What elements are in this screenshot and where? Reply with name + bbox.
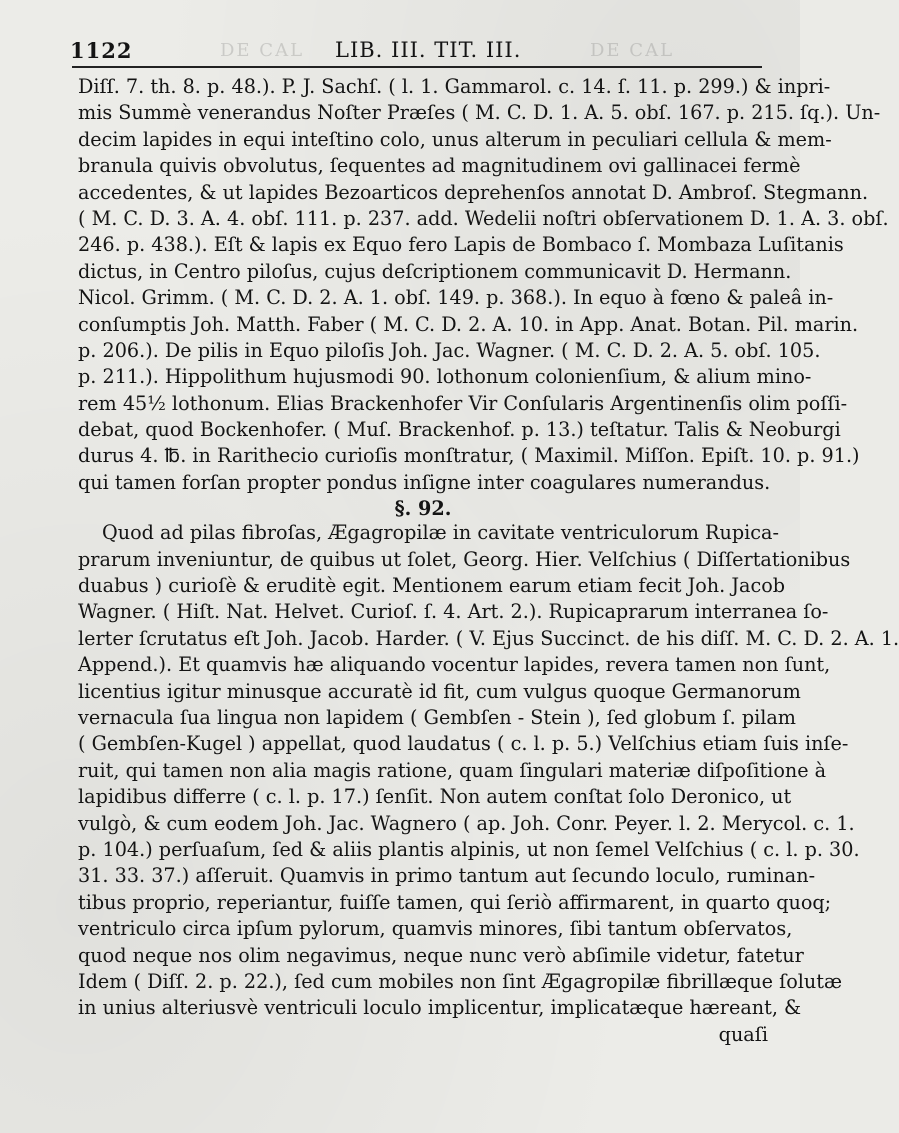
section-title: §. 92. <box>394 497 452 521</box>
text-line: p. 206.). De pilis in Equo piloſis Joh. Jac. Wagner. ( M. C. D. 2. A. 5. obſ. 105. <box>78 338 821 362</box>
text-line: ( M. C. D. 3. A. 4. obſ. 111. p. 237. add. Wedelii noſtri obſervationem D. 1. A. 3. obſ. <box>78 206 889 230</box>
text-line: branula quivis obvolutus, ſequentes ad magnitudinem ovi gallinacei fermè <box>78 154 801 178</box>
text-line: qui tamen forſan propter pondus inſigne inter coagulares numerandus. <box>78 470 771 494</box>
text-line: duabus ) curioſè & eruditè egit. Mentionem earum etiam fecit Joh. Jacob <box>78 574 786 598</box>
text-line: 31. 33. 37.) aſſeruit. Quamvis in primo tantum aut ſecundo loculo, ruminan- <box>78 864 816 888</box>
text-line: ( Gembſen-Kugel ) appellat, quod laudatus ( c. l. p. 5.) Velſchius etiam ſuis inſe- <box>78 732 849 756</box>
text-line: 246. p. 438.). Eſt & lapis ex Equo fero Lapis de Bombaco ſ. Mombaza Luſitanis <box>78 233 844 257</box>
show-through-text: DE CAL <box>220 40 305 61</box>
text-line: Nicol. Grimm. ( M. C. D. 2. A. 1. obſ. 149. p. 368.). In equo à fœno & paleâ in- <box>78 286 834 310</box>
text-line: mis Summè venerandus Noſter Præſes ( M. C. D. 1. A. 5. obſ. 167. p. 215. ſq.). Un- <box>78 101 881 125</box>
page-header <box>70 38 760 64</box>
text-line: accedentes, & ut lapides Bezoarticos deprehenſos annotat D. Ambroſ. Stegmann. <box>78 180 869 204</box>
text-line: Wagner. ( Hiſt. Nat. Helvet. Curioſ. ſ. 4. Art. 2.). Rupicaprarum interranea ſo- <box>78 600 829 624</box>
paragraph <box>78 74 889 496</box>
text-line: licentius igitur minusque accuratè id fit, cum vulgus quoque Germanorum <box>78 679 801 703</box>
paragraph <box>78 520 899 1021</box>
text-line: rem 45½ lothonum. Elias Brackenhofer Vir Conſularis Argentinenſis olim poſſi- <box>78 391 848 415</box>
text-line: durus 4. ℔. in Rarithecio curioſis monſtratur, ( Maximil. Miſſon. Epiſt. 10. p. 91.) <box>78 444 860 468</box>
text-line: ventriculo circa ipſum pylorum, quamvis minores, ſibi tantum obſervatos, <box>78 917 793 941</box>
text-line: decim lapides in equi inteſtino colo, unus alterum in peculiari cellula & mem- <box>78 127 832 151</box>
text-line: dictus, in Centro piloſus, cujus deſcriptionem communicavit D. Hermann. <box>78 259 792 283</box>
show-through-text: DE CAL <box>590 40 675 61</box>
text-line: in unius alteriusvè ventriculi loculo implicentur, implicatæque hæreant, & <box>78 996 802 1020</box>
text-line: Append.). Et quamvis hæ aliquando vocentur lapides, revera tamen non ſunt, <box>78 653 831 677</box>
header-rule <box>72 66 762 68</box>
page-body <box>78 74 899 1048</box>
text-line: Idem ( Diſſ. 2. p. 22.), ſed cum mobiles non ſint Ægagropilæ fibrillæque ſolutæ <box>78 969 843 993</box>
catchword: quaſi <box>718 1022 768 1046</box>
text-line: Quod ad pilas fibroſas, Ægagropilæ in cavitate ventriculorum Rupica- <box>102 521 779 545</box>
text-line: lapidibus differre ( c. l. p. 17.) ſenſit. Non autem conſtat ſolo Deronico, ut <box>78 785 792 809</box>
text-line: vulgò, & cum eodem Joh. Jac. Wagnero ( ap. Joh. Conr. Peyer. l. 2. Merycol. c. 1. <box>78 811 855 835</box>
text-line: tibus proprio, reperiantur, fuiſſe tamen, qui ſeriò affirmarent, in quarto quoq; <box>78 890 832 914</box>
text-line: conſumptis Joh. Matth. Faber ( M. C. D. 2. A. 10. in App. Anat. Botan. Pil. marin. <box>78 312 859 336</box>
text-line: p. 104.) perſuaſum, ſed & aliis plantis alpinis, ut non ſemel Velſchius ( c. l. p. 30. <box>78 837 860 861</box>
running-head: LIB. III. TIT. III. <box>335 38 522 62</box>
text-line: p. 211.). Hippolithum hujusmodi 90. lothonum colonienſium, & alium mino- <box>78 365 812 389</box>
text-line: ruit, qui tamen non alia magis ratione, quam ſingulari materiæ diſpoſitione à <box>78 758 827 782</box>
text-line: debat, quod Bockenhofer. ( Muſ. Brackenhof. p. 13.) teſtatur. Talis & Neoburgi <box>78 418 841 442</box>
page-number: 1122 <box>70 38 133 63</box>
text-line: Diſſ. 7. th. 8. p. 48.). P. J. Sachſ. ( l. 1. Gammarol. c. 14. ſ. 11. p. 299.) & inpri- <box>78 75 831 98</box>
text-line: lerter ſcrutatus eſt Joh. Jacob. Harder. ( V. Ejus Succinct. de his diſſ. M. C. D. 2. A. 1. <box>78 626 899 650</box>
text-line: prarum inveniuntur, de quibus ut ſolet, Georg. Hier. Velſchius ( Diſſertationibus <box>78 547 851 571</box>
text-line: quod neque nos olim negavimus, neque nunc verò abſimile videtur, fatetur <box>78 943 804 967</box>
text-line: vernacula ſua lingua non lapidem ( Gembſen - Stein ), ſed globum ſ. pilam <box>78 705 797 729</box>
